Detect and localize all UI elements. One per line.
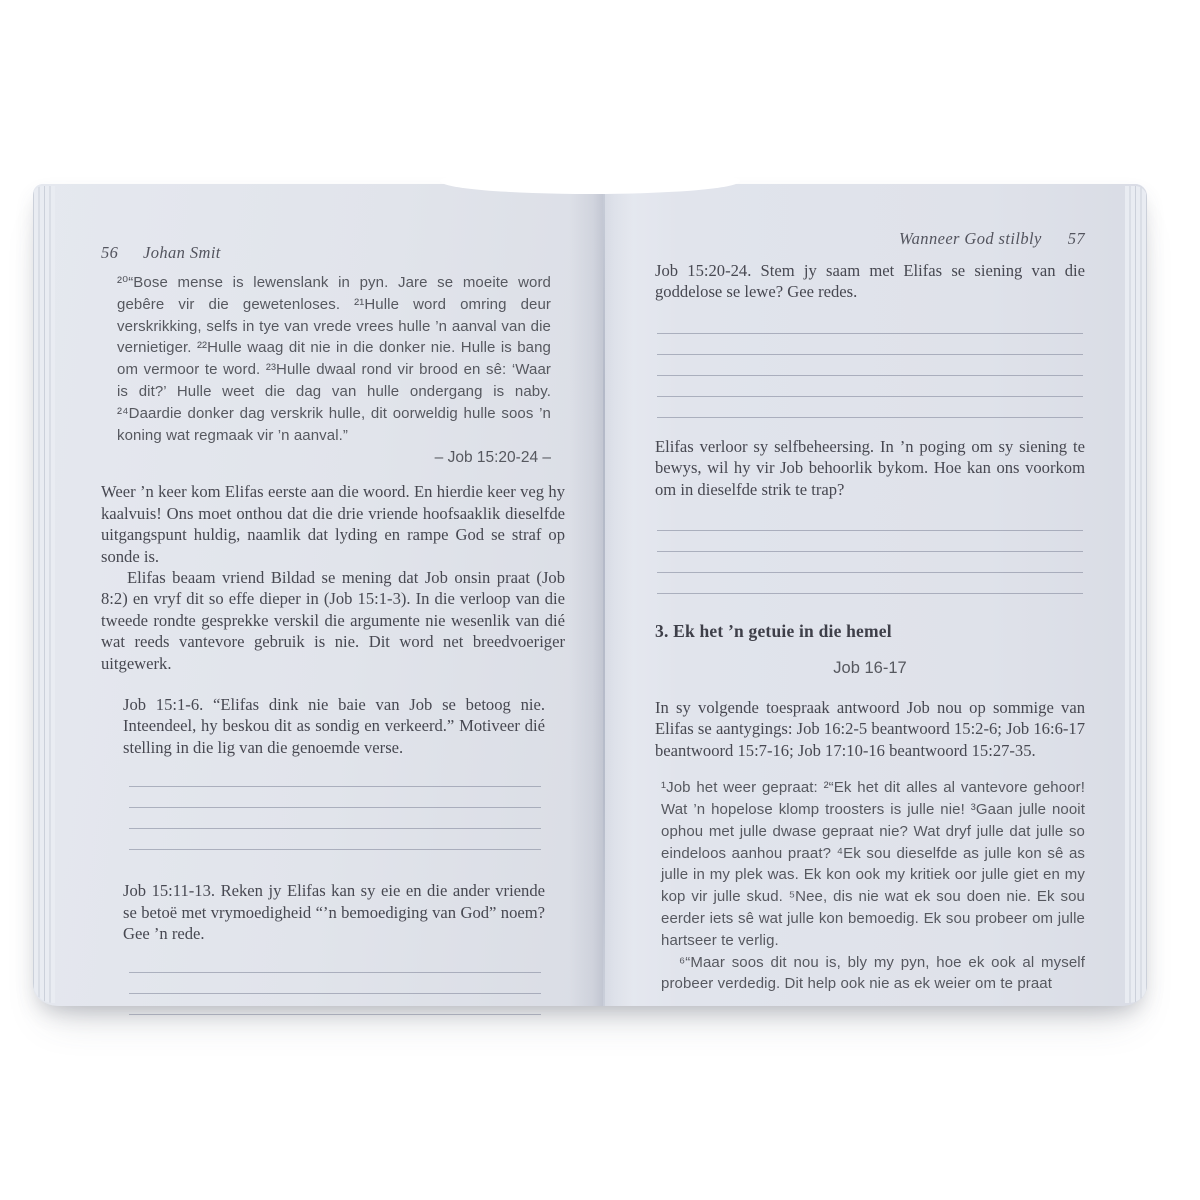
left-running-title: Johan Smit <box>143 243 221 262</box>
commentary-paragraph-1: Weer ’n keer kom Elifas eerste aan die woord. En hierdie keer veg hy kaalvuis! Ons moet onthou dat die drie vriende hoofsaaklik dieselfde uitgangspunt huldig, naamlik dat lyding en rampe God se straf op sonde is. <box>101 482 565 566</box>
section-intro-paragraph: In sy volgende toespraak antwoord Job nou op sommige van Elifas se aantygings: Job 16:2-5 beantwoord 15:2-6; Job 16:6-17 beantwoord 15:7-16; Job 17:10-16 beantwoord 15:27-35. <box>655 698 1085 760</box>
answer-line <box>657 355 1083 376</box>
right-running-title: Wanneer God stilbly <box>899 229 1042 248</box>
answer-line <box>657 376 1083 397</box>
answer-line <box>129 952 541 973</box>
left-running-header <box>101 244 565 261</box>
answer-lines <box>129 766 541 850</box>
scripture-quote-block <box>661 777 1085 995</box>
answer-lines <box>129 952 541 1015</box>
question-text: Job 15:1-6. “Elifas dink nie baie van Job se betoog nie. Inteendeel, hy beskou dit as sondig en verkeerd.” Motiveer dié stelling in die lig van die genoemde verse. <box>123 695 545 757</box>
scripture-quote-paragraph-2: ⁶“Maar soos dit nou is, bly my pyn, hoe ek ook al myself probeer verdedig. Dit help ook nie as ek weier om te praat <box>661 953 1085 993</box>
answer-line <box>657 397 1083 418</box>
right-page <box>603 184 1147 1006</box>
answer-line <box>129 808 541 829</box>
question-text: Elifas verloor sy selfbeheersing. In ’n poging om sy siening te bewys, wil hy vir Job behoorlik bykom. Hoe kan ons voorkom om in dieselfde strik te trap? <box>655 436 1085 499</box>
right-page-number: 57 <box>1067 229 1085 248</box>
commentary-paragraph-2: Elifas beaam vriend Bildad se mening dat Job onsin praat (Job 8:2) en vryf dit so effe dieper in (Job 15:1-3). In die verloop van die tweede rondte gesprekke verskil die argumente nie wesenlik van dié wat reeds vantevore gebruik is nie. Dit word net breedvoeriger uitgewerk. <box>101 568 565 673</box>
question-block-job-15-1-6 <box>123 694 545 850</box>
answer-line <box>657 313 1083 334</box>
answer-lines <box>657 510 1083 594</box>
left-page-content <box>33 184 603 1006</box>
answer-line <box>129 994 541 1015</box>
section-scripture-reference: Job 16-17 <box>833 659 907 678</box>
left-page-number: 56 <box>101 243 119 262</box>
scripture-quote-reference: – Job 15:20-24 – <box>434 449 551 467</box>
question-text: Job 15:11-13. Reken jy Elifas kan sy eie en die ander vriende se betoë met vrymoedigheid “’n bemoediging van God” noem? Gee ’n rede. <box>123 881 545 944</box>
answer-line <box>129 766 541 787</box>
answer-line <box>657 552 1083 573</box>
answer-line <box>129 787 541 808</box>
question-block-job-15-11-13 <box>123 880 545 1015</box>
question-block-job-15-20-24 <box>655 260 1085 418</box>
page-top-gutter-dip <box>440 168 740 194</box>
left-page <box>33 184 603 1006</box>
answer-line <box>129 829 541 850</box>
right-page-content <box>603 184 1147 1006</box>
answer-line <box>657 510 1083 531</box>
answer-line <box>657 573 1083 594</box>
scripture-quote-block <box>117 272 551 469</box>
answer-line <box>129 973 541 994</box>
answer-line <box>657 531 1083 552</box>
answer-lines <box>657 313 1083 418</box>
scripture-quote-text: ²⁰“Bose mense is lewenslank in pyn. Jare se moeite word gebêre vir die gewetenloses. ²¹Hulle word omring deur verskrikking, selfs in tye van vrede vrees hulle ’n aanval van die vernietiger. ²²Hulle waag dit nie in die donker nie. Hulle is bang om vermoor te word. ²³Hulle dwaal rond vir brood en sê: ‘Waar is dit?’ Hulle weet die dag van hulle ondergang is naby. ²⁴Daardie donker dag verskrik hulle, dit oorweldig hulle soos ’n koning wat regmaak vir ’n aanval.” <box>117 274 551 444</box>
right-running-header <box>655 230 1085 247</box>
question-block-elifas-selfbeheersing <box>655 436 1085 594</box>
question-text: Job 15:20-24. Stem jy saam met Elifas se siening van die goddelose se lewe? Gee redes. <box>655 261 1085 302</box>
open-book <box>33 184 1147 1006</box>
answer-line <box>657 334 1083 355</box>
scripture-quote-paragraph-1: ¹Job het weer gepraat: ²“Ek het dit alles al vantevore gehoor! Wat ’n hopelose klomp troosters is julle nie! ³Gaan julle nooit ophou met julle dwase gepraat nie? Wat dryf julle dat julle so eindeloos aanhou praat? ⁴Ek sou dieselfde as julle kon sê as julle in my plek was. Ek kon ook my kritiek oor julle giet en my kop vir julle skud. ⁵Nee, dis nie wat ek sou doen nie. Ek sou eerder iets sê wat julle kon bemoedig. Ek sou probeer om julle hartseer te verlig. <box>661 779 1085 949</box>
section-heading: 3. Ek het ’n getuie in die hemel <box>655 621 892 642</box>
